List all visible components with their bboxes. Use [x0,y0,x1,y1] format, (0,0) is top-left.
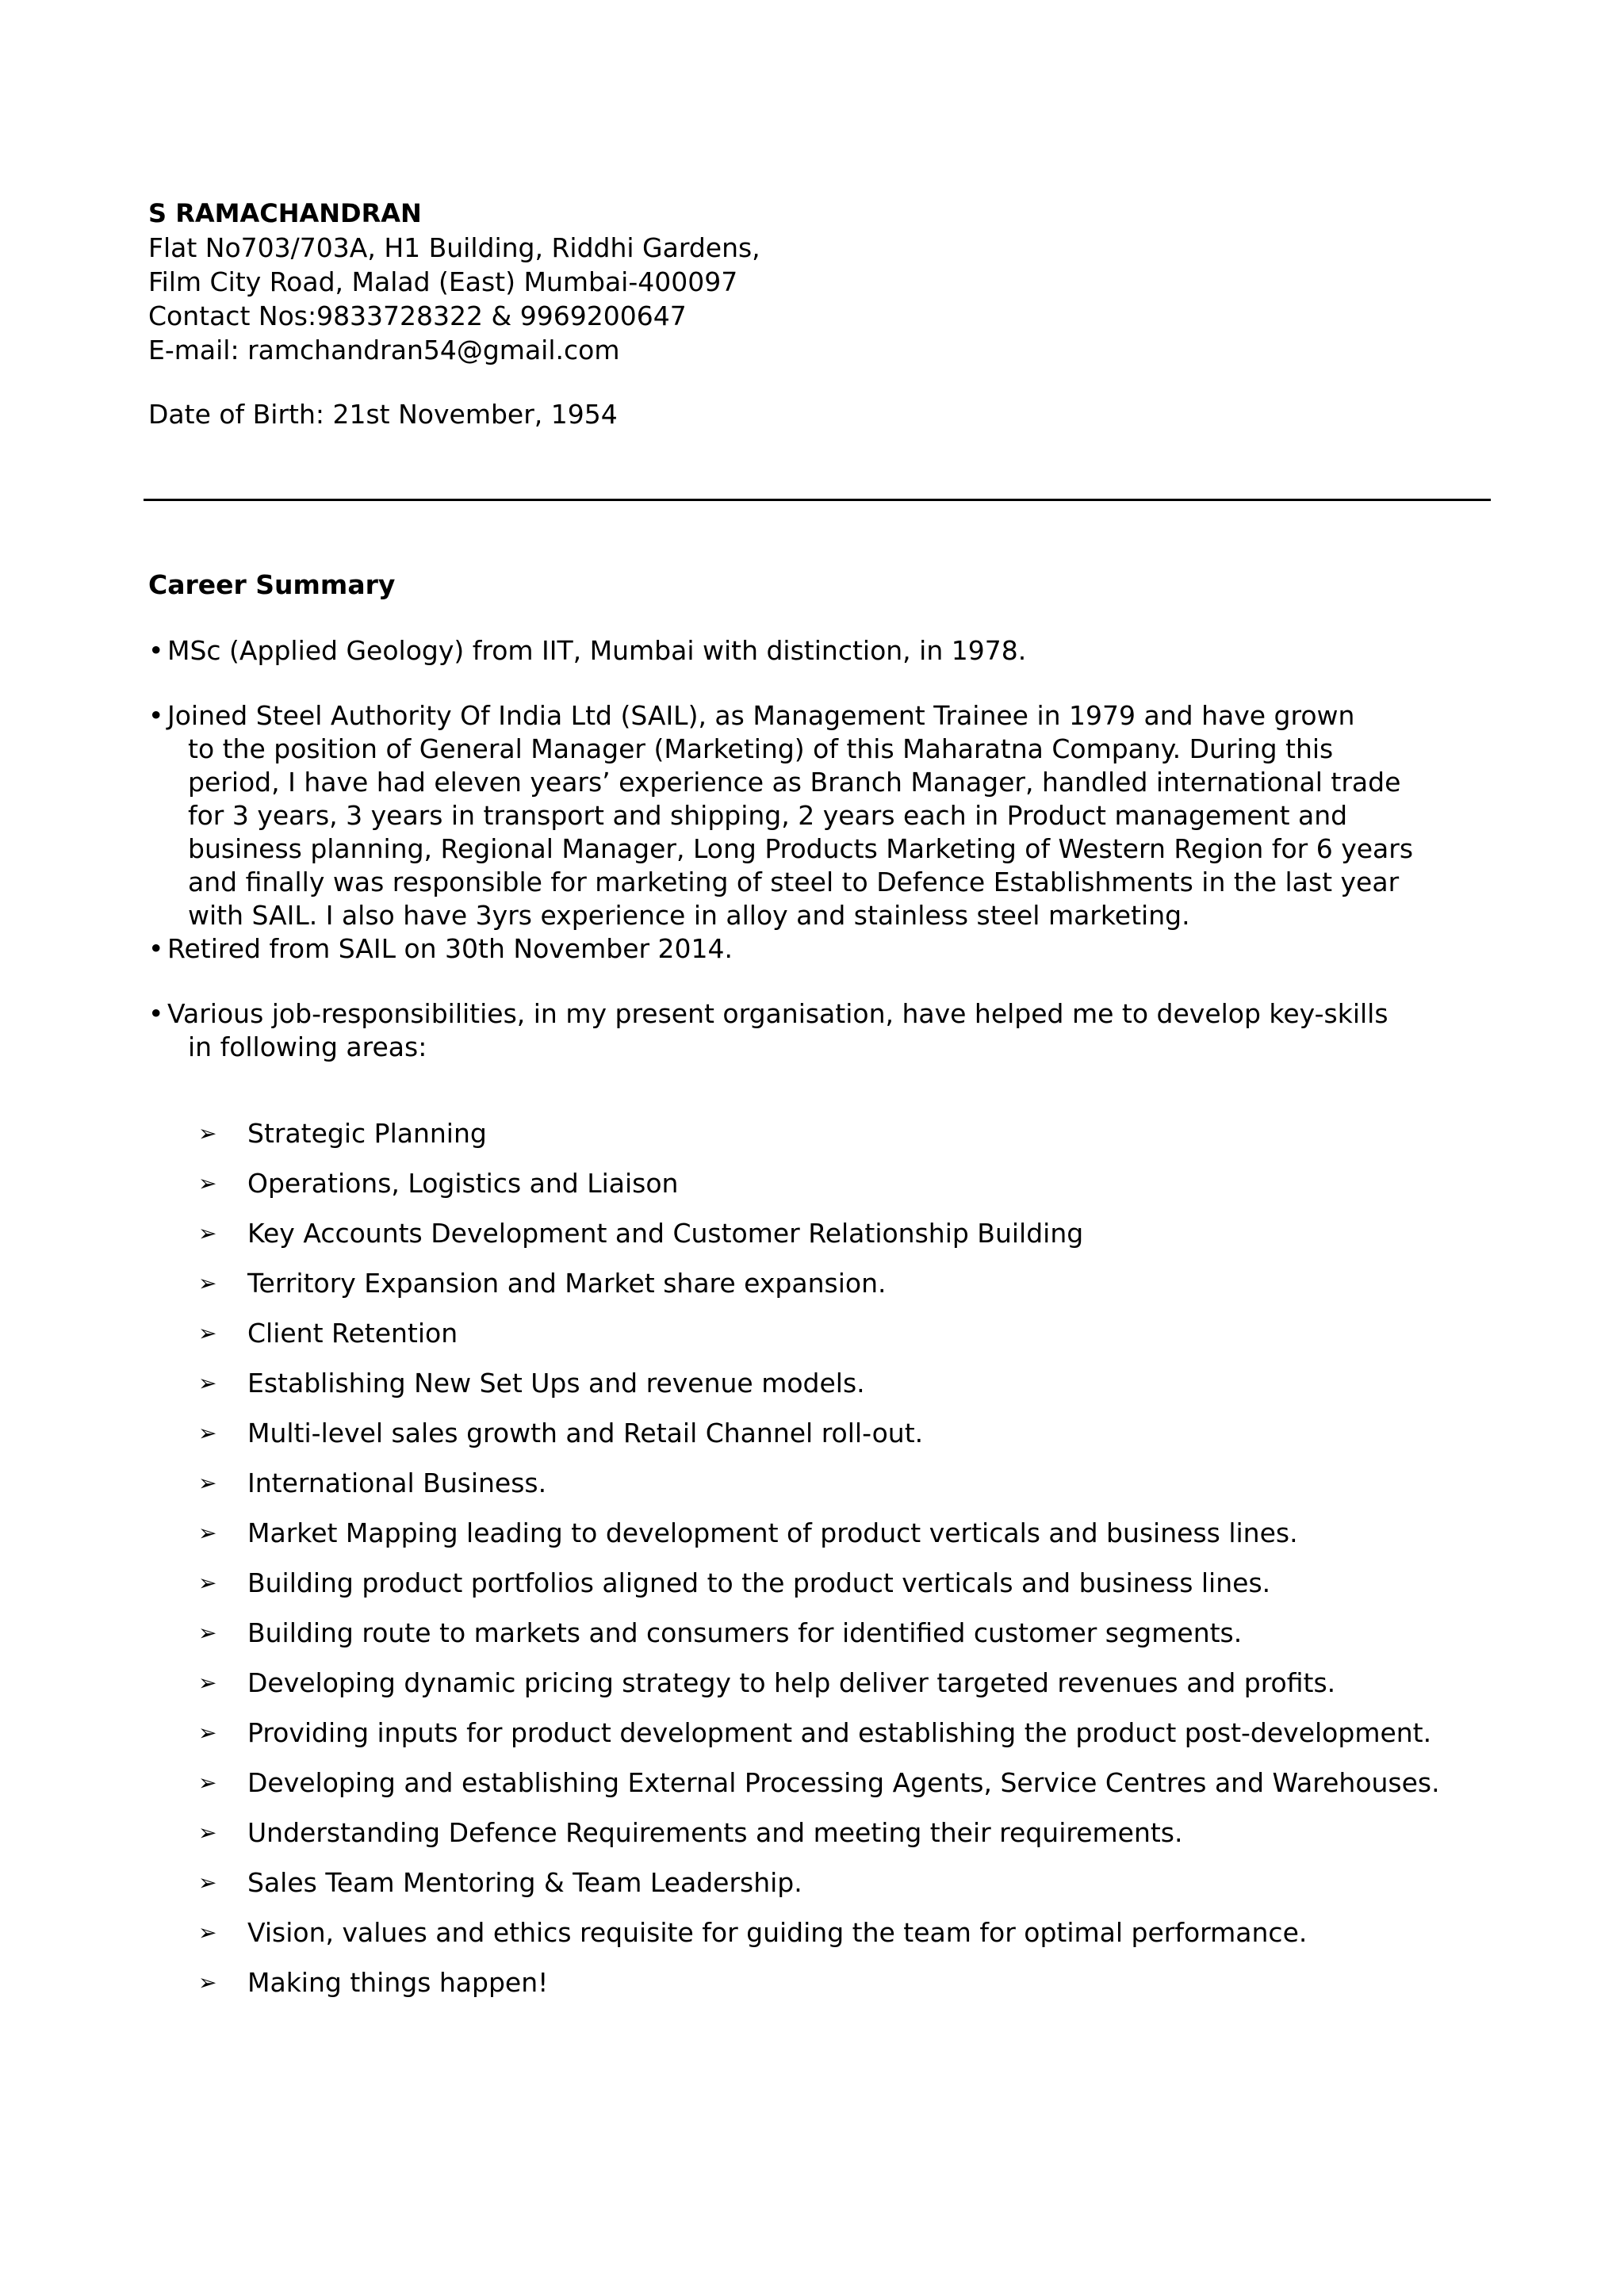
summary-item-education [148,634,1488,668]
arrow-bullet-icon: ➢ [198,1720,217,1746]
arrow-bullet-icon: ➢ [198,1220,217,1246]
skill-text: Developing dynamic pricing strategy to help deliver targeted revenues and profits. [247,1667,1336,1698]
skill-text: Market Mapping leading to development of product verticals and business lines. [247,1517,1298,1548]
summary-line: Retired from SAIL on 30th November 2014. [167,933,733,964]
bullet-icon: • [148,933,164,964]
skill-item [198,1908,1491,1957]
skill-item [198,1608,1491,1658]
key-skills-list [198,1108,1491,2007]
skill-item [198,1758,1491,1808]
skill-text: Multi-level sales growth and Retail Channel roll-out. [247,1418,924,1448]
skill-item [198,1108,1491,1158]
summary-line: business planning, Regional Manager, Long Products Marketing of Western Region for 6 years [188,833,1414,864]
skill-text: Providing inputs for product development and establishing the product post-development. [247,1717,1432,1748]
skill-text: Understanding Defence Requirements and meeting their requirements. [247,1817,1183,1848]
career-summary-list [148,634,1488,1064]
summary-line: and finally was responsible for marketing of steel to Defence Establishments in the last year [188,867,1400,897]
arrow-bullet-icon: ➢ [198,1919,217,1946]
summary-line: to the position of General Manager (Marketing) of this Maharatna Company. During this [188,733,1334,764]
skill-text: Sales Team Mentoring & Team Leadership. [247,1867,802,1898]
bullet-icon: • [148,635,164,666]
skill-text: Building route to markets and consumers for identified customer segments. [247,1617,1243,1648]
skill-item [198,1258,1491,1308]
address-line-2: Film City Road, Malad (East) Mumbai-400097 [148,266,738,297]
skill-item [198,1808,1491,1858]
skill-item [198,1858,1491,1908]
address-line-1: Flat No703/703A, H1 Building, Riddhi Gardens, [148,232,760,263]
skill-text: Developing and establishing External Processing Agents, Service Centres and Warehouses. [247,1767,1440,1798]
bullet-icon: • [148,700,164,731]
email-address: E-mail: ramchandran54@gmail.com [148,335,620,365]
arrow-bullet-icon: ➢ [198,1620,217,1646]
arrow-bullet-icon: ➢ [198,1869,217,1896]
skill-item [198,1708,1491,1758]
skill-text: Establishing New Set Ups and revenue models. [247,1368,865,1399]
summary-item-retirement [148,932,1488,966]
date-of-birth: Date of Birth: 21st November, 1954 [148,399,618,430]
skill-text: Territory Expansion and Market share expansion. [247,1268,887,1299]
arrow-bullet-icon: ➢ [198,1120,217,1146]
horizontal-divider [144,499,1491,501]
skill-item [198,1957,1491,2007]
arrow-bullet-icon: ➢ [198,1969,217,1996]
summary-line: with SAIL. I also have 3yrs experience in alloy and stainless steel marketing. [188,900,1190,931]
summary-line: for 3 years, 3 years in transport and shipping, 2 years each in Product management and [188,800,1348,831]
summary-line: MSc (Applied Geology) from IIT, Mumbai with distinction, in 1978. [167,635,1027,666]
arrow-bullet-icon: ➢ [198,1520,217,1546]
summary-line: in following areas: [188,1031,427,1062]
arrow-bullet-icon: ➢ [198,1420,217,1446]
skill-text: Building product portfolios aligned to the product verticals and business lines. [247,1567,1271,1598]
arrow-bullet-icon: ➢ [198,1470,217,1496]
skill-item [198,1308,1491,1358]
summary-line: Joined Steel Authority Of India Ltd (SAIL), as Management Trainee in 1979 and have grown [167,700,1355,731]
summary-line: period, I have had eleven years’ experience as Branch Manager, handled international trade [188,767,1401,798]
skill-text: Key Accounts Development and Customer Relationship Building [247,1218,1084,1249]
skill-item [198,1458,1491,1508]
arrow-bullet-icon: ➢ [198,1670,217,1696]
skill-item [198,1508,1491,1558]
arrow-bullet-icon: ➢ [198,1820,217,1846]
arrow-bullet-icon: ➢ [198,1370,217,1396]
summary-line: Various job-responsibilities, in my present organisation, have helped me to develop key-skills [167,998,1388,1029]
applicant-name: S RAMACHANDRAN [148,198,422,228]
skill-text: Client Retention [247,1318,458,1349]
skill-item [198,1358,1491,1408]
skill-text: Making things happen! [247,1967,549,1998]
arrow-bullet-icon: ➢ [198,1320,217,1346]
skill-item [198,1158,1491,1208]
career-summary-heading: Career Summary [148,569,396,600]
contact-header [148,197,1496,431]
skill-item [198,1558,1491,1608]
contact-numbers: Contact Nos:9833728322 & 9969200647 [148,300,687,331]
arrow-bullet-icon: ➢ [198,1770,217,1796]
arrow-bullet-icon: ➢ [198,1270,217,1296]
summary-item-key-skills [148,997,1488,1064]
bullet-icon: • [148,998,164,1029]
skill-item [198,1208,1491,1258]
skill-text: Operations, Logistics and Liaison [247,1168,679,1199]
summary-item-career [148,699,1488,932]
arrow-bullet-icon: ➢ [198,1570,217,1596]
skill-text: Strategic Planning [247,1118,487,1149]
skill-item [198,1408,1491,1458]
arrow-bullet-icon: ➢ [198,1170,217,1196]
skill-item [198,1658,1491,1708]
skill-text: Vision, values and ethics requisite for guiding the team for optimal performance. [247,1917,1308,1948]
skill-text: International Business. [247,1468,547,1498]
